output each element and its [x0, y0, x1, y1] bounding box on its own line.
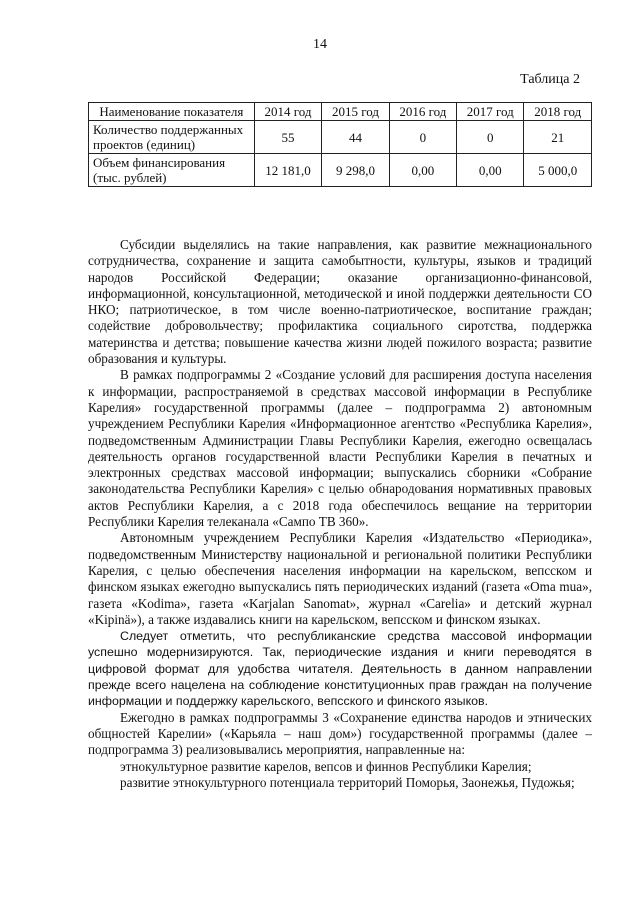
- paragraph: Автономным учреждением Республики Карелия «Издательство «Периодика», подведомственным Министерству национальной и региональной политики Республики Карелия, с целью обеспечения населения информации на карельском, вепсском и финском языках ежегодно выпускались пять периодических изданий (газета «Oma mua», газета «Kodima», газета «Karjalan Sanomat», журнал «Carelia» и детский журнал «Kipinä»), а также издавались книги на карельском, вепсском и финском языках.: [88, 530, 592, 627]
- paragraph: этнокультурное развитие карелов, вепсов и финнов Республики Карелия;: [120, 758, 532, 774]
- table-header-cell: Наименование показателя: [89, 103, 255, 121]
- table-cell: 0,00: [457, 154, 524, 187]
- table-cell: 21: [524, 121, 592, 154]
- table-caption: Таблица 2: [520, 72, 580, 87]
- table-header-cell: 2015 год: [322, 103, 390, 121]
- paragraph: Субсидии выделялись на такие направления, как развитие межнационального сотрудничества, сохранение и защита самобытности, культуры, языков и традиций народов Российской Федерации; оказание организационно-финансовой, информационной, консультационной, методической и иной поддержки деятельности СО НКО; патриотическое, в том числе военно-патриотическое, воспитание граждан; содействие добровольчеству; профилактика социального сиротства, поддержка материнства и детства; повышение качества жизни людей пожилого возраста; развитие образования и культуры.: [88, 237, 592, 367]
- table-cell: 44: [322, 121, 390, 154]
- table-cell: 55: [254, 121, 322, 154]
- table-cell: 0: [457, 121, 524, 154]
- table-row-label: Количество поддержанных проектов (единиц): [89, 121, 255, 154]
- table-cell: 9 298,0: [322, 154, 390, 187]
- table-cell: 0: [389, 121, 456, 154]
- paragraph: Следует отметить, что республиканские средства массовой информации успешно модернизируются. Так, периодические издания и книги переводятся в цифровой формат для удобства читателя. Деятельность в данном направлении прежде всего нацелена на соблюдение конституционных прав граждан на получение информации и поддержку карельского, вепсского и финского языков.: [88, 629, 592, 709]
- table-row-label: Объем финансирования (тыс. рублей): [89, 154, 255, 187]
- statistics-table: [88, 102, 592, 187]
- table-row: [89, 121, 592, 154]
- table-header-cell: 2014 год: [254, 103, 322, 121]
- body-text: [88, 237, 592, 791]
- table-cell: 12 181,0: [254, 154, 322, 187]
- table-row: [89, 154, 592, 187]
- table-header-cell: 2017 год: [457, 103, 524, 121]
- table-header-cell: 2018 год: [524, 103, 592, 121]
- table-cell: 0,00: [389, 154, 456, 187]
- paragraph: В рамках подпрограммы 2 «Создание условий для расширения доступа населения к информации, распространяемой в средствах массовой информации в Республике Карелия» государственной программы (далее – подпрограмма 2) автономным учреждением Республики Карелия «Информационное агентство «Республика Карелия», подведомственным Администрации Главы Республики Карелия, ежегодно освещалась деятельность органов государственной власти Республики Карелия в печатных и электронных средствах массовой информации; выпускались сборники «Собрание законодательства Республики Карелия» с целью обнародования нормативных правовых актов Республики Карелия, а с 2018 года обеспечилось вещание на территории Республики Карелия телеканала «Сампо ТВ 360».: [88, 367, 592, 530]
- paragraph: Ежегодно в рамках подпрограммы 3 «Сохранение единства народов и этнических общностей Карелии» («Карьяла – наш дом») государственной программы (далее – подпрограмма 3) реализовывались мероприятия, направленные на:: [88, 709, 592, 758]
- table-header-cell: 2016 год: [389, 103, 456, 121]
- table-cell: 5 000,0: [524, 154, 592, 187]
- table-header-row: [89, 103, 592, 121]
- page-number: 14: [313, 37, 327, 52]
- paragraph: развитие этнокультурного потенциала территорий Поморья, Заонежья, Пудожья;: [120, 774, 575, 790]
